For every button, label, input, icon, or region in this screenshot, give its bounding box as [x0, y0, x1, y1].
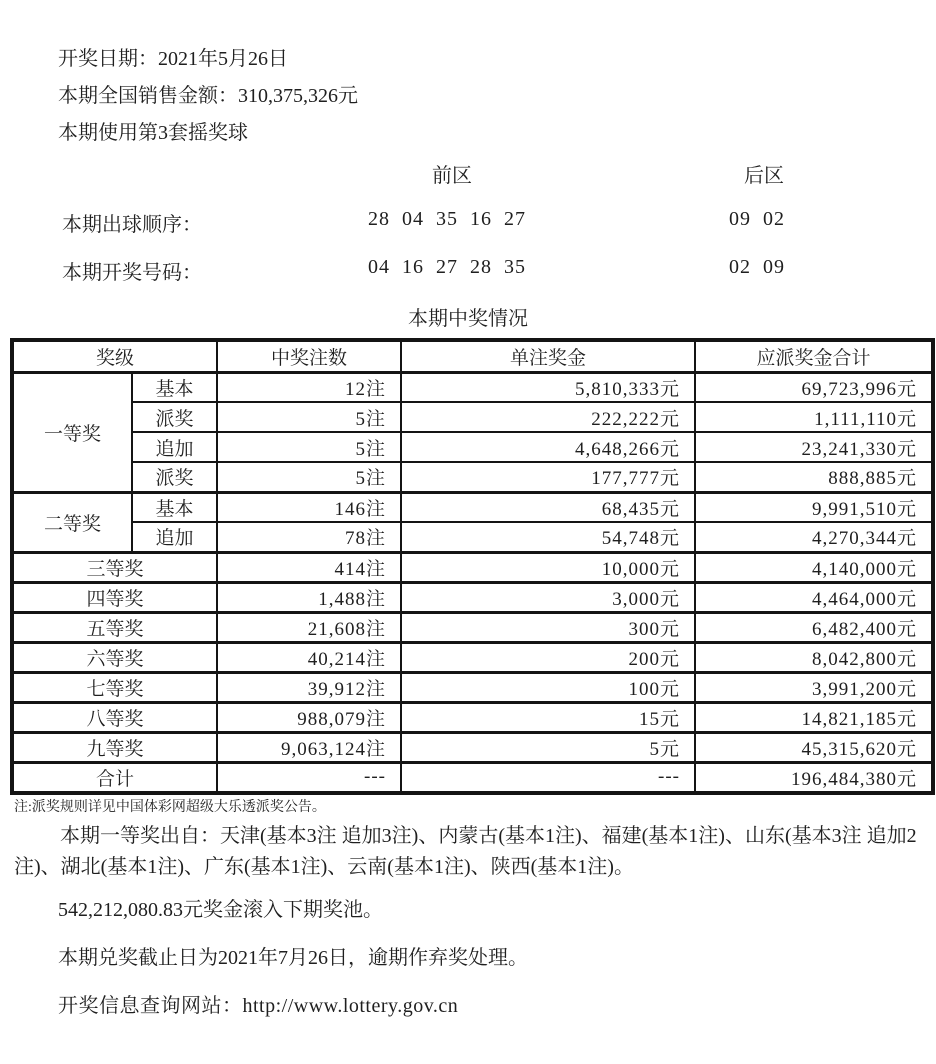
front-zone-label: 前区 [432, 165, 472, 187]
table-row [12, 702, 933, 732]
row-count: 78注 [217, 522, 401, 552]
row-level: 九等奖 [12, 732, 217, 762]
draw-order-front-numbers: 28 04 35 16 27 [368, 208, 526, 230]
row-single: 4,648,266元 [401, 432, 695, 462]
row-total: 23,241,330元 [695, 432, 933, 462]
table-row [12, 612, 933, 642]
header-count: 中奖注数 [217, 340, 401, 372]
table-row [12, 582, 933, 612]
row-total: 3,991,200元 [695, 672, 933, 702]
draw-date-line: 开奖日期：2021年5月26日 [58, 48, 288, 70]
row-total: 1,111,110元 [695, 402, 933, 432]
table-row [12, 642, 933, 672]
header-level: 奖级 [12, 340, 217, 372]
payout-rule-note: 注:派奖规则详见中国体彩网超级大乐透派奖公告。 [14, 800, 326, 815]
row-total: 4,270,344元 [695, 522, 933, 552]
row-single: 100元 [401, 672, 695, 702]
winning-numbers-front: 04 16 27 28 35 [368, 256, 526, 278]
row-total: 6,482,400元 [695, 612, 933, 642]
row-single: 300元 [401, 612, 695, 642]
row-single: --- [401, 762, 695, 793]
row-single: 68,435元 [401, 492, 695, 522]
row-single: 10,000元 [401, 552, 695, 582]
row-count: 146注 [217, 492, 401, 522]
row-count: 1,488注 [217, 582, 401, 612]
row-total: 14,821,185元 [695, 702, 933, 732]
ball-set-line: 本期使用第3套摇奖球 [58, 122, 248, 144]
table-row [12, 462, 933, 492]
row-total: 888,885元 [695, 462, 933, 492]
row-total: 45,315,620元 [695, 732, 933, 762]
rollover-amount-line: 542,212,080.83元奖金滚入下期奖池。 [58, 899, 383, 921]
row-count: 5注 [217, 462, 401, 492]
winning-numbers-back: 02 09 [729, 256, 785, 278]
prize-table [10, 338, 935, 795]
table-row [12, 492, 933, 522]
row-count: 5注 [217, 432, 401, 462]
row-level: 七等奖 [12, 672, 217, 702]
row-subtype: 追加 [132, 432, 217, 462]
back-zone-label: 后区 [744, 165, 784, 187]
table-row [12, 402, 933, 432]
row-subtype: 派奖 [132, 402, 217, 432]
second-prize-label: 二等奖 [12, 492, 132, 552]
sales-amount-line: 本期全国销售金额：310,375,326元 [58, 85, 358, 107]
row-count: 39,912注 [217, 672, 401, 702]
table-row [12, 432, 933, 462]
table-row [12, 732, 933, 762]
row-count: 21,608注 [217, 612, 401, 642]
header-total-prize: 应派奖金合计 [695, 340, 933, 372]
row-level: 三等奖 [12, 552, 217, 582]
row-single: 15元 [401, 702, 695, 732]
row-level: 五等奖 [12, 612, 217, 642]
lottery-website-line: 开奖信息查询网站：http://www.lottery.gov.cn [58, 995, 459, 1017]
row-count: 414注 [217, 552, 401, 582]
draw-order-label: 本期出球顺序： [62, 214, 202, 236]
row-subtype: 基本 [132, 372, 217, 402]
prize-table-title: 本期中奖情况 [408, 308, 528, 330]
row-total: 196,484,380元 [695, 762, 933, 793]
row-level: 八等奖 [12, 702, 217, 732]
row-single: 5元 [401, 732, 695, 762]
row-count: --- [217, 762, 401, 793]
table-row [12, 522, 933, 552]
header-single-prize: 单注奖金 [401, 340, 695, 372]
row-level: 合计 [12, 762, 217, 793]
row-count: 5注 [217, 402, 401, 432]
row-total: 69,723,996元 [695, 372, 933, 402]
row-subtype: 追加 [132, 522, 217, 552]
row-subtype: 派奖 [132, 462, 217, 492]
row-total: 9,991,510元 [695, 492, 933, 522]
row-level: 四等奖 [12, 582, 217, 612]
winning-numbers-label: 本期开奖号码： [62, 262, 202, 284]
first-prize-winners-paragraph: 本期一等奖出自：天津(基本3注 追加3注)、内蒙古(基本1注)、福建(基本1注)、山东(基本3注 追加2注)、湖北(基本1注)、广东(基本1注)、云南(基本1注)、陕西(基本1注)。 [14, 825, 917, 878]
row-count: 40,214注 [217, 642, 401, 672]
row-single: 222,222元 [401, 402, 695, 432]
row-count: 12注 [217, 372, 401, 402]
row-level: 六等奖 [12, 642, 217, 672]
row-single: 5,810,333元 [401, 372, 695, 402]
draw-order-back-numbers: 09 02 [729, 208, 785, 230]
row-single: 177,777元 [401, 462, 695, 492]
table-row [12, 372, 933, 402]
row-count: 9,063,124注 [217, 732, 401, 762]
prize-table-header-row [12, 340, 933, 372]
row-single: 54,748元 [401, 522, 695, 552]
row-count: 988,079注 [217, 702, 401, 732]
row-total: 4,464,000元 [695, 582, 933, 612]
table-row [12, 672, 933, 702]
row-single: 200元 [401, 642, 695, 672]
table-row [12, 552, 933, 582]
row-single: 3,000元 [401, 582, 695, 612]
claim-deadline-line: 本期兑奖截止日为2021年7月26日，逾期作弃奖处理。 [58, 947, 528, 969]
first-prize-label: 一等奖 [12, 372, 132, 492]
row-subtype: 基本 [132, 492, 217, 522]
row-total: 8,042,800元 [695, 642, 933, 672]
total-row [12, 762, 933, 793]
row-total: 4,140,000元 [695, 552, 933, 582]
